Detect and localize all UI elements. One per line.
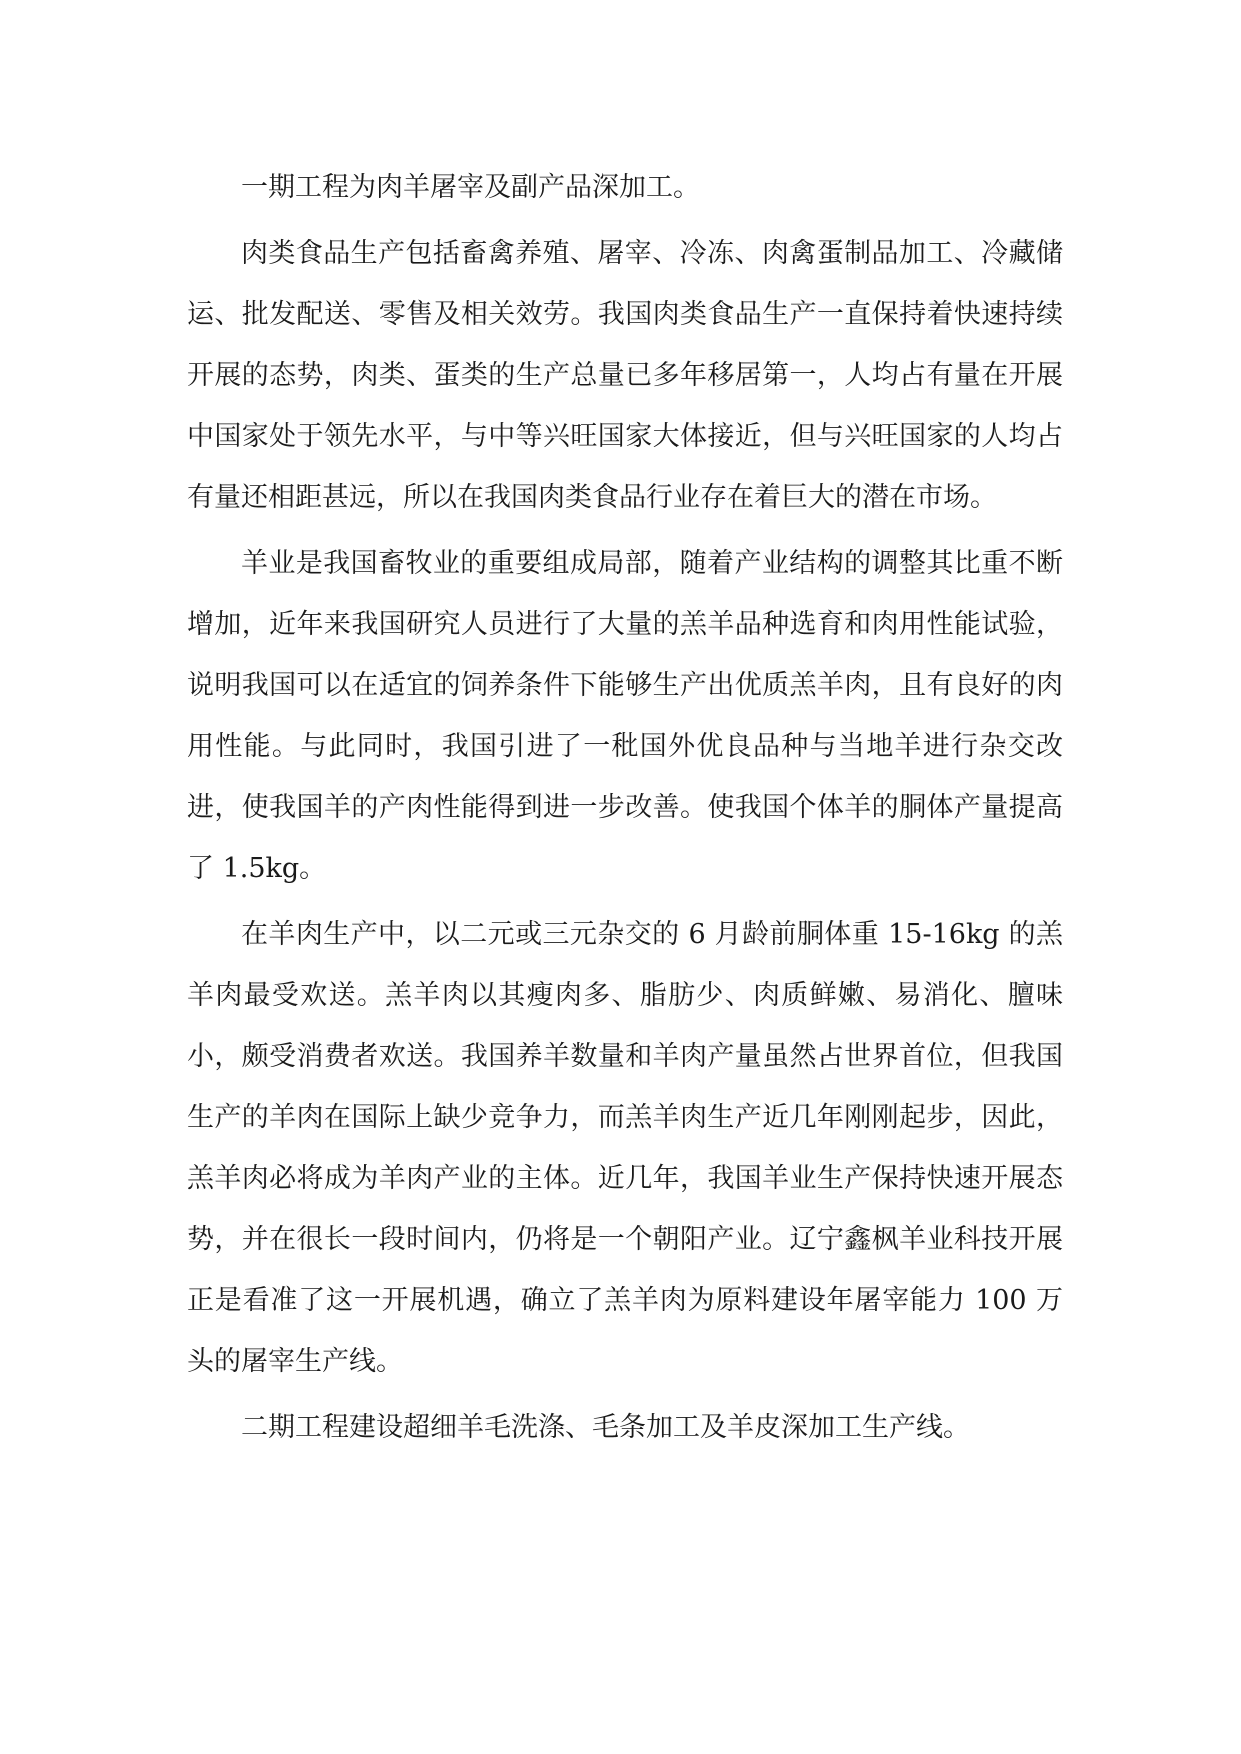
paragraph-sheep-industry: 羊业是我国畜牧业的重要组成局部，随着产业结构的调整其比重不断增加，近年来我国研究人员进行了大量的羔羊品种选育和肉用性能试验，说明我国可以在适宜的饲养条件下能够生产出优质羔羊肉，且有良好的肉用性能。与此同时，我国引进了一秕国外优良品种与当地羊进行杂交改进，使我国羊的产肉性能得到进一步改善。使我国个体羊的胴体产量提高了 1.5kg。 bbox=[187, 548, 1063, 884]
paragraph-phase-two: 二期工程建设超细羊毛洗涤、毛条加工及羊皮深加工生产线。 bbox=[241, 1412, 970, 1443]
paragraph-lamb-production: 在羊肉生产中，以二元或三元杂交的 6 月龄前胴体重 15-16kg 的羔羊肉最受欢送。羔羊肉以其瘦肉多、脂肪少、肉质鲜嫩、易消化、膻味小，颇受消费者欢送。我国养羊数量和羊肉产量虽然占世界首位，但我国生产的羊肉在国际上缺少竞争力，而羔羊肉生产近几年刚刚起步，因此，羔羊肉必将成为羊肉产业的主体。近几年，我国羊业生产保持快速开展态势，并在很长一段时间内，仍将是一个朝阳产业。辽宁鑫枫羊业科技开展正是看准了这一开展机遇，确立了羔羊肉为原料建设年屠宰能力 100 万头的屠宰生产线。 bbox=[187, 919, 1063, 1377]
document-body bbox=[187, 157, 1063, 1463]
paragraph-phase-one: 一期工程为肉羊屠宰及副产品深加工。 bbox=[241, 172, 700, 203]
paragraph-meat-production: 肉类食品生产包括畜禽养殖、屠宰、冷冻、肉禽蛋制品加工、冷藏储运、批发配送、零售及相关效劳。我国肉类食品生产一直保持着快速持续开展的态势，肉类、蛋类的生产总量已多年移居第一，人均占有量在开展中国家处于领先水平，与中等兴旺国家大体接近，但与兴旺国家的人均占有量还相距甚远，所以在我国肉类食品行业存在着巨大的潜在市场。 bbox=[187, 238, 1063, 513]
